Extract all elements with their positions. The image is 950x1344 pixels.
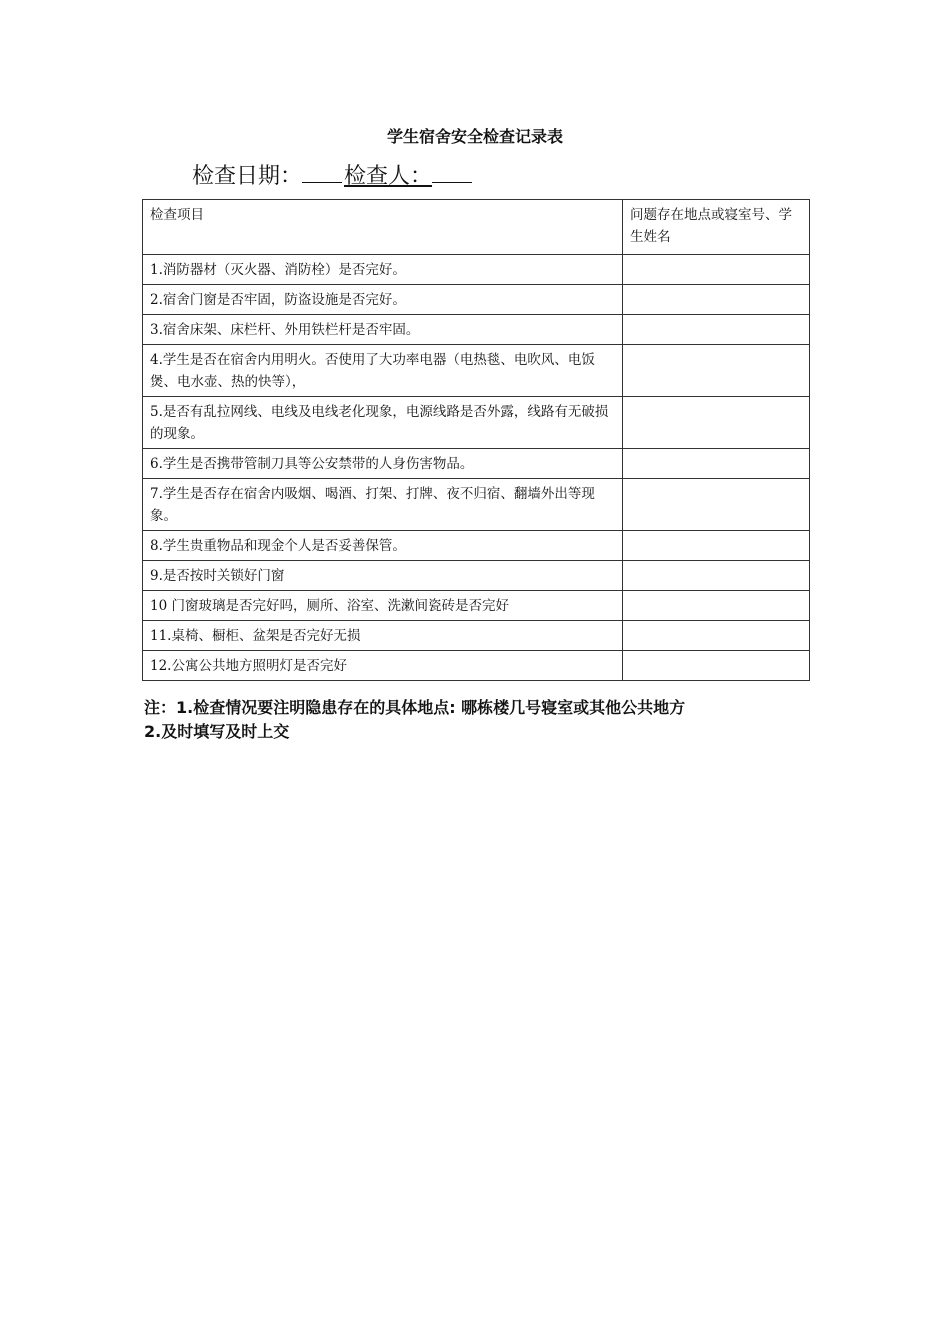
inspection-table [142,199,810,681]
table-header-row [143,200,810,255]
table-row [143,285,810,315]
footnote-line-2: 2.及时填写及时上交 [144,722,290,741]
problem-location-cell[interactable] [623,591,810,621]
inspection-item: 4.学生是否在宿舍内用明火。否使用了大功率电器（电热毯、电吹风、电饭煲、电水壶、热的快等）， [143,345,623,397]
table-row [143,255,810,285]
inspection-item: 7.学生是否存在宿舍内吸烟、喝酒、打架、打牌、夜不归宿、翻墙外出等现象。 [143,479,623,531]
inspection-item: 6.学生是否携带管制刀具等公安禁带的人身伤害物品。 [143,449,623,479]
problem-location-cell[interactable] [623,531,810,561]
table-row [143,345,810,397]
problem-location-cell[interactable] [623,561,810,591]
problem-location-cell[interactable] [623,651,810,681]
footnote-line-1: 注：1.检查情况要注明隐患存在的具体地点: 哪栋楼几号寝室或其他公共地方 [144,698,686,717]
inspection-item: 5.是否有乱拉网线、电线及电线老化现象，电源线路是否外露，线路有无破损的现象。 [143,397,623,449]
problem-location-cell[interactable] [623,285,810,315]
problem-location-cell[interactable] [623,449,810,479]
table-row [143,651,810,681]
inspection-item: 11.桌椅、橱柜、盆架是否完好无损 [143,621,623,651]
inspection-date-label: 检查日期： [192,164,303,189]
problem-location-cell[interactable] [623,315,810,345]
table-row [143,449,810,479]
inspection-item: 3.宿舍床架、床栏杆、外用铁栏杆是否牢固。 [143,315,623,345]
table-row [143,315,810,345]
inspection-item: 8.学生贵重物品和现金个人是否妥善保管。 [143,531,623,561]
table-row [143,561,810,591]
inspection-item: 10 门窗玻璃是否完好吗，厕所、浴室、洗漱间瓷砖是否完好 [143,591,623,621]
problem-location-cell[interactable] [623,345,810,397]
inspection-item: 1.消防器材（灭火器、消防栓）是否完好。 [143,255,623,285]
page-title: 学生宿舍安全检查记录表 [386,127,563,146]
inspector-label: 检查人： [344,164,433,189]
footnote [144,696,824,744]
header-inspection-item: 检查项目 [143,200,623,255]
inspector-blank[interactable] [432,160,472,183]
inspection-item: 9.是否按时关锁好门窗 [143,561,623,591]
problem-location-cell[interactable] [623,397,810,449]
problem-location-cell[interactable] [623,255,810,285]
inspection-item: 2.宿舍门窗是否牢固，防盗设施是否完好。 [143,285,623,315]
table-row [143,591,810,621]
inspection-header-line [192,160,474,192]
inspection-item: 12.公寓公共地方照明灯是否完好 [143,651,623,681]
header-problem-location: 问题存在地点或寝室号、学生姓名 [623,200,810,255]
table-row [143,479,810,531]
problem-location-cell[interactable] [623,621,810,651]
table-row [143,621,810,651]
table-row [143,531,810,561]
table-row [143,397,810,449]
inspection-date-blank[interactable] [302,160,342,183]
problem-location-cell[interactable] [623,479,810,531]
